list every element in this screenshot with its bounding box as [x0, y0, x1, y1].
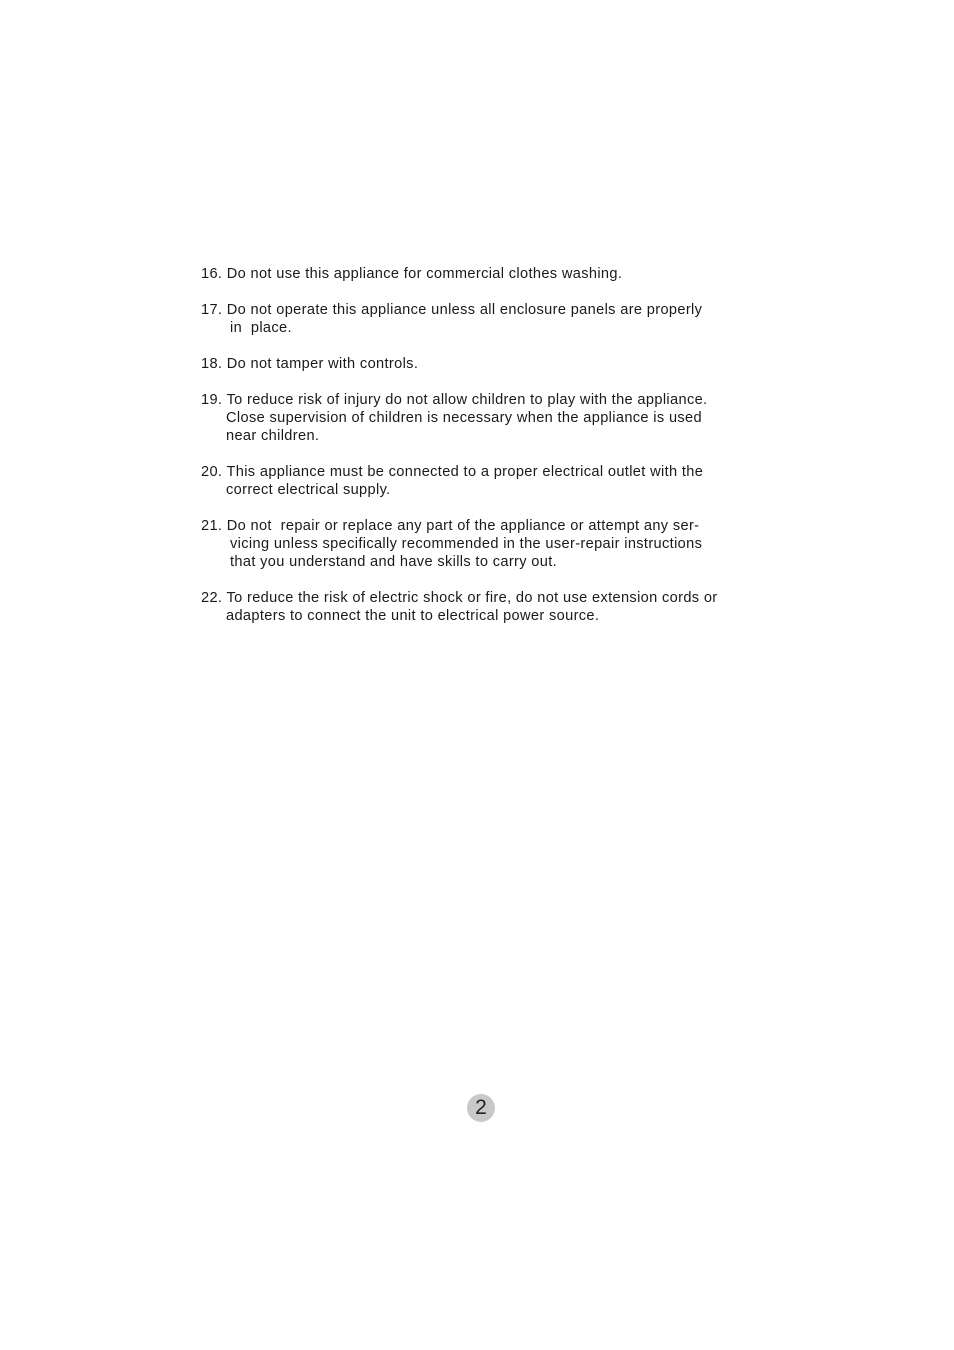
page-number-badge: 2 [467, 1094, 495, 1122]
instruction-21 [201, 517, 761, 571]
instruction-line: in place. [230, 320, 292, 336]
instruction-18 [201, 355, 761, 373]
instruction-line: 17. Do not operate this appliance unless all enclosure panels are properly [201, 302, 703, 318]
instruction-line: vicing unless specifically recommended in the user-repair instructions [230, 536, 703, 552]
instruction-19 [201, 391, 761, 445]
instruction-line: 21. Do not repair or replace any part of the appliance or attempt any ser- [201, 518, 700, 534]
instruction-line: 20. This appliance must be connected to a proper electrical outlet with the [201, 464, 704, 480]
instruction-17 [201, 301, 761, 337]
instruction-line: Close supervision of children is necessary when the appliance is used [226, 410, 702, 426]
instruction-line: 18. Do not tamper with controls. [201, 356, 419, 372]
instruction-line: correct electrical supply. [226, 482, 391, 498]
instruction-22 [201, 589, 761, 625]
instruction-line: 16. Do not use this appliance for commercial clothes washing. [201, 266, 623, 282]
instruction-line: 22. To reduce the risk of electric shock or fire, do not use extension cords or [201, 590, 718, 606]
instruction-16 [201, 265, 761, 283]
instruction-line: adapters to connect the unit to electrical power source. [226, 608, 600, 624]
safety-instructions-list [201, 265, 761, 643]
instruction-line: that you understand and have skills to carry out. [230, 554, 558, 570]
instruction-20 [201, 463, 761, 499]
instruction-line: 19. To reduce risk of injury do not allow children to play with the appliance. [201, 392, 708, 408]
instruction-line: near children. [226, 428, 320, 444]
